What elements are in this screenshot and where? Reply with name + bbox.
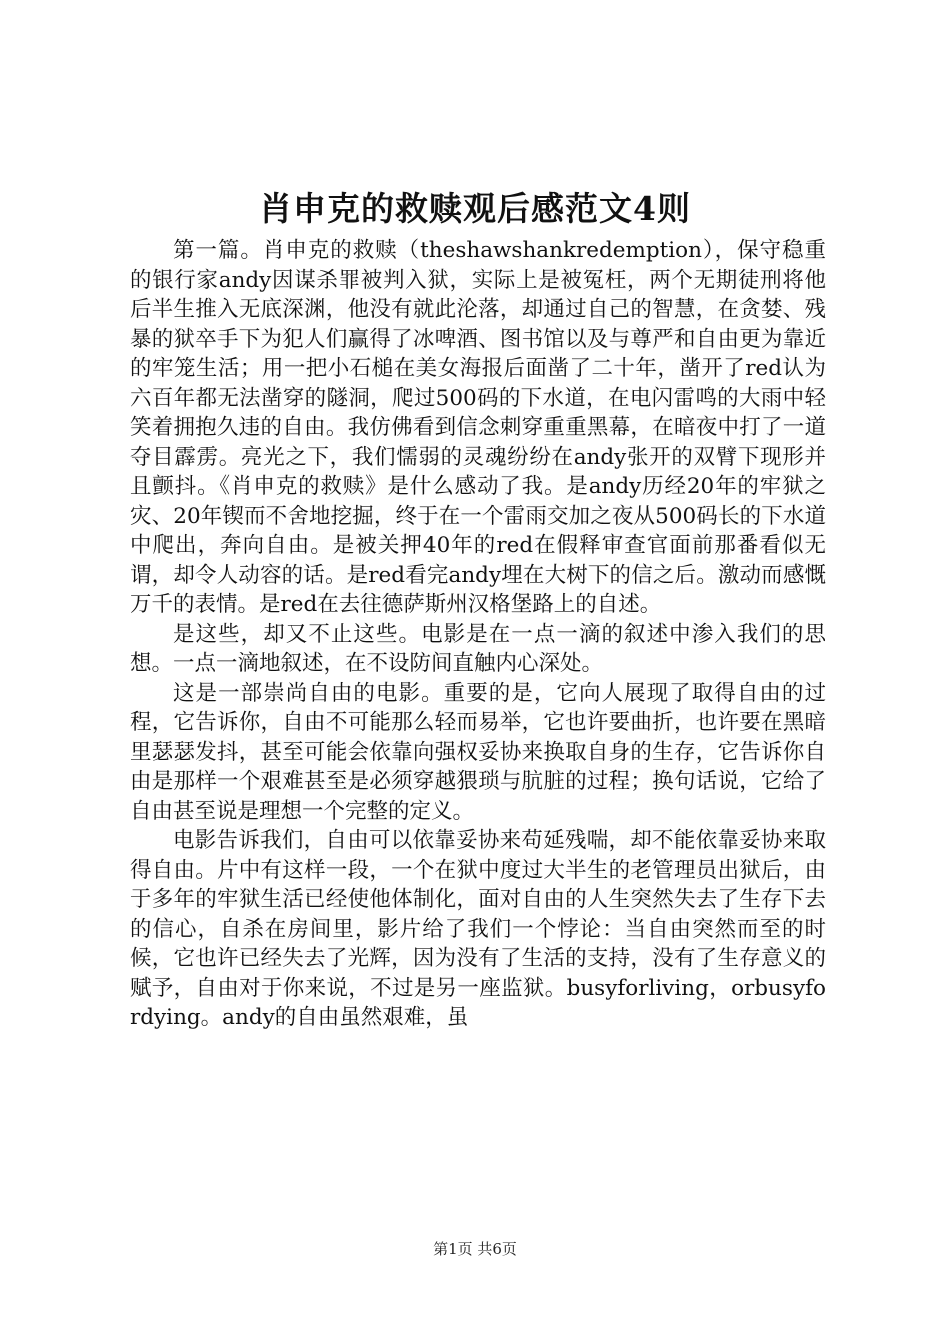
paragraph-1: 第一篇。肖申克的救赎（theshawshankredemption），保守稳重的银行家andy因谋杀罪被判入狱，实际上是被冤枉，两个无期徒刑将他后半生推入无底深渊，他没有就此沦落，却通过自己的智慧，在贪婪、残暴的狱卒手下为犯人们赢得了冰啤酒、图书馆以及与尊严和自由更为靠近的牢笼生活；用一把小石槌在美女海报后面凿了二十年，凿开了red认为六百年都无法凿穿的隧洞，爬过500码的下水道，在电闪雷鸣的大雨中轻笑着拥抱久违的自由。我仿佛看到信念刺穿重重黑幕，在暗夜中打了一道夺目霹雳。亮光之下，我们懦弱的灵魂纷纷在andy张开的双臂下现形并且颤抖。《肖申克的救赎》是什么感动了我。是andy历经20年的牢狱之灾、20年锲而不舍地挖掘，终于在一个雷雨交加之夜从500码长的下水道中爬出，奔向自由。是被关押40年的red在假释审查官面前那番看似无谓，却令人动容的话。是red看完andy埋在大树下的信之后。激动而感慨万千的表情。是red在去往德萨斯州汉格堡路上的自述。	[130, 238, 826, 617]
paragraph-4: 电影告诉我们，自由可以依靠妥协来苟延残喘，却不能依靠妥协来取得自由。片中有这样一段，一个在狱中度过大半生的老管理员出狱后，由于多年的牢狱生活已经使他体制化，面对自由的人生突然失去了生存下去的信心，自杀在房间里，影片给了我们一个悖论：当自由突然而至的时候，它也许已经失去了光辉，因为没有了生活的支持，没有了生存意义的赋予，自由对于你来说，不过是另一座监狱。busyforliving，orbusyfordying。andy的自由虽然艰难，虽	[130, 828, 826, 1030]
paragraph-3: 这是一部崇尚自由的电影。重要的是，它向人展现了取得自由的过程，它告诉你，自由不可能那么轻而易举，它也许要曲折，也许要在黑暗里瑟瑟发抖，甚至可能会依靠向强权妥协来换取自身的生存，它告诉你自由是那样一个艰难甚至是必须穿越猥琐与肮脏的过程；换句话说，它给了自由甚至说是理想一个完整的定义。	[130, 680, 826, 824]
paragraph-2: 是这些，却又不止这些。电影是在一点一滴的叙述中渗入我们的思想。一点一滴地叙述，在不设防间直触内心深处。	[130, 621, 826, 676]
document-title: 肖申克的救赎观后感范文4则	[259, 189, 691, 228]
document-body	[130, 236, 826, 1033]
page-number-label: 第1页 共6页	[433, 1240, 517, 1258]
page-footer	[0, 1239, 950, 1259]
